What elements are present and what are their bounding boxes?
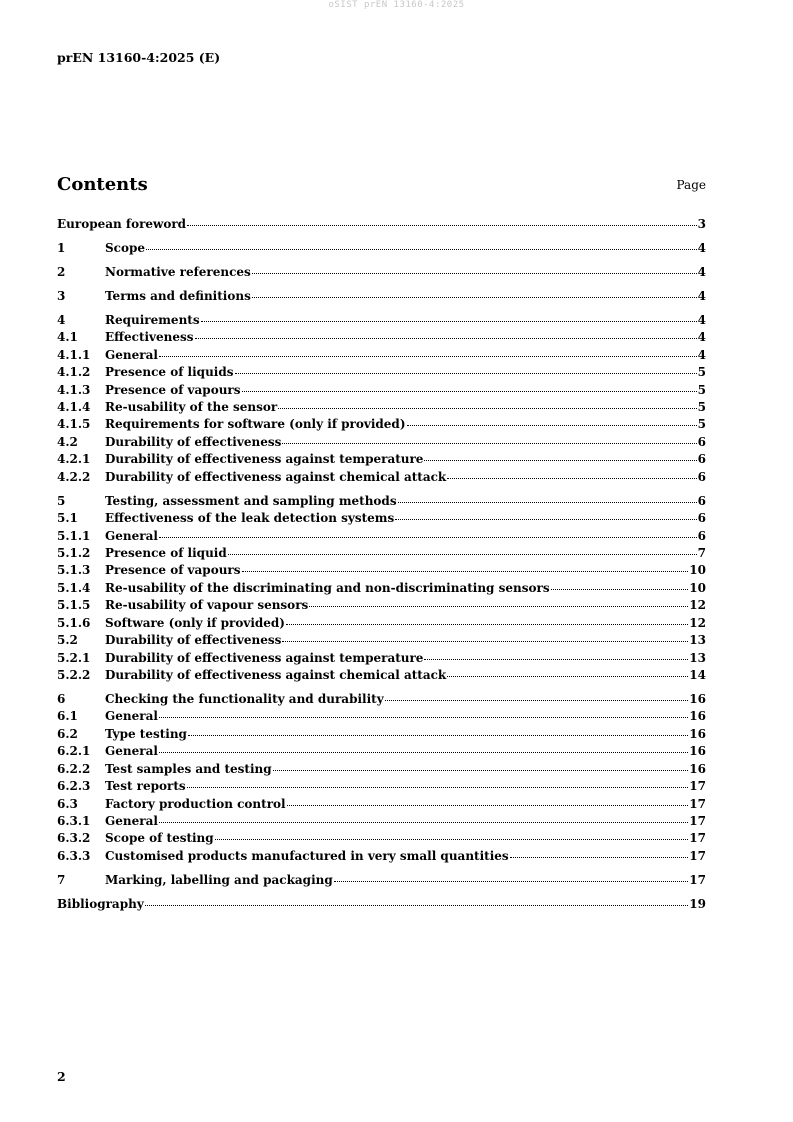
toc-entry-page: 6	[697, 528, 706, 543]
toc-entry-title: General	[105, 709, 158, 724]
toc-entry-page: 17	[689, 831, 706, 846]
toc-entry-number: 4.1	[57, 330, 78, 345]
toc-entry-number: 6.3.3	[57, 848, 91, 863]
toc-dot-leader	[309, 606, 688, 607]
toc-entry[interactable]	[57, 435, 706, 452]
toc-entry-number: 1	[57, 240, 66, 255]
toc-entry-number: 4.2.1	[57, 452, 91, 467]
toc-dot-leader	[159, 537, 697, 538]
toc-entry-page: 17	[689, 796, 706, 811]
toc-entry-page: 12	[689, 598, 706, 613]
toc-entry[interactable]	[57, 313, 706, 330]
toc-dot-leader	[252, 297, 697, 298]
toc-dot-leader	[195, 338, 697, 339]
toc-entry-title: Normative references	[105, 264, 251, 279]
toc-entry[interactable]	[57, 797, 706, 814]
toc-entry-number: 6.2.3	[57, 779, 91, 794]
toc-entry[interactable]	[57, 289, 706, 306]
toc-entry-page: 17	[689, 779, 706, 794]
toc-entry-title: General	[105, 744, 158, 759]
toc-entry-page: 5	[697, 365, 706, 380]
toc-dot-leader	[242, 391, 697, 392]
toc-entry-number: 5.2	[57, 633, 78, 648]
toc-entry-number: 5.1	[57, 511, 78, 526]
toc-entry[interactable]	[57, 563, 706, 580]
toc-entry-title: Software (only if provided)	[105, 615, 285, 630]
toc-entry[interactable]	[57, 727, 706, 744]
toc-entry-title: Presence of vapours	[105, 382, 241, 397]
toc-dot-leader	[215, 839, 689, 840]
toc-entry-page: 4	[697, 264, 706, 279]
toc-dot-leader	[159, 752, 688, 753]
table-of-contents	[57, 217, 706, 914]
toc-entry[interactable]	[57, 897, 706, 914]
toc-dot-leader	[235, 373, 697, 374]
toc-entry[interactable]	[57, 873, 706, 890]
toc-dot-leader	[278, 408, 696, 409]
toc-entry-page: 14	[689, 668, 706, 682]
toc-entry-number: 4.2.2	[57, 469, 91, 484]
toc-entry-number: 4	[57, 312, 66, 327]
toc-dot-leader	[146, 249, 697, 250]
toc-entry[interactable]	[57, 241, 706, 258]
toc-dot-leader	[187, 225, 697, 226]
toc-entry-number: 5.2.1	[57, 650, 91, 665]
toc-entry-title: Durability of effectiveness	[105, 434, 282, 449]
toc-entry-page: 4	[697, 330, 706, 345]
toc-entry-title: Marking, labelling and packaging	[105, 872, 333, 887]
toc-entry-page: 16	[689, 744, 706, 759]
toc-entry-page: 6	[697, 434, 706, 449]
toc-entry-number: 2	[57, 264, 66, 279]
toc-entry-title: Bibliography	[57, 896, 144, 911]
toc-dot-leader	[282, 641, 688, 642]
toc-entry-page: 16	[689, 761, 706, 776]
toc-entry-page: 19	[689, 896, 706, 911]
toc-entry-page: 10	[689, 580, 706, 595]
page-number: 2	[57, 1069, 66, 1084]
toc-entry-title: General	[105, 347, 158, 362]
toc-entry-number: 5.1.6	[57, 615, 91, 630]
toc-entry-title: Presence of liquid	[105, 545, 227, 560]
toc-entry[interactable]	[57, 330, 706, 347]
toc-entry-title: Effectiveness of the leak detection systems	[105, 511, 395, 526]
toc-entry-title: Presence of liquids	[105, 365, 234, 380]
toc-entry-page: 5	[697, 399, 706, 414]
toc-entry[interactable]	[57, 217, 706, 234]
toc-entry-page: 6	[697, 493, 706, 508]
toc-dot-leader	[286, 624, 688, 625]
toc-entry-title: Customised products manufactured in very small quantities	[105, 848, 509, 863]
toc-entry-number: 4.1.5	[57, 417, 91, 432]
toc-entry-title: Re-usability of the discriminating and non-discriminating sensors	[105, 580, 550, 595]
toc-dot-leader	[145, 905, 689, 906]
toc-dot-leader	[395, 519, 696, 520]
toc-entry-title: General	[105, 814, 158, 828]
toc-entry-title: Presence of vapours	[105, 563, 241, 578]
toc-entry-number: 6.1	[57, 709, 78, 724]
toc-entry-title: Scope	[105, 240, 146, 255]
toc-dot-leader	[424, 659, 688, 660]
toc-entry-title: Test samples and testing	[105, 761, 272, 776]
toc-entry[interactable]	[57, 494, 706, 511]
toc-entry-title: General	[105, 528, 158, 543]
document-id: prEN 13160-4:2025 (E)	[57, 50, 221, 65]
toc-entry-title: Re-usability of vapour sensors	[105, 598, 309, 613]
toc-entry-number: 4.1.4	[57, 399, 91, 414]
watermark: oSIST prEN 13160-4:2025	[328, 0, 465, 10]
toc-entry-page: 16	[689, 709, 706, 724]
toc-entry[interactable]	[57, 668, 706, 685]
toc-entry-number: 5.1.5	[57, 598, 91, 613]
toc-entry[interactable]	[57, 849, 706, 866]
toc-dot-leader	[282, 443, 696, 444]
toc-entry-page: 3	[697, 217, 706, 231]
toc-entry-title: European foreword	[57, 217, 187, 231]
toc-entry[interactable]	[57, 744, 706, 761]
toc-entry-number: 5.1.2	[57, 545, 91, 560]
toc-entry-title: Scope of testing	[105, 831, 214, 846]
toc-entry[interactable]	[57, 581, 706, 598]
toc-entry-page: 4	[697, 347, 706, 362]
toc-entry-number: 4.2	[57, 434, 78, 449]
toc-entry-page: 12	[689, 615, 706, 630]
toc-entry[interactable]	[57, 709, 706, 726]
toc-entry-title: Durability of effectiveness against temperature	[105, 452, 424, 467]
toc-entry[interactable]	[57, 511, 706, 528]
toc-entry-page: 10	[689, 563, 706, 578]
toc-dot-leader	[447, 478, 696, 479]
toc-entry-number: 6.2.1	[57, 744, 91, 759]
toc-entry-number: 4.1.2	[57, 365, 91, 380]
toc-entry-title: Durability of effectiveness against temperature	[105, 650, 424, 665]
toc-entry-number: 5.1.4	[57, 580, 91, 595]
toc-dot-leader	[424, 460, 696, 461]
toc-entry-page: 6	[697, 452, 706, 467]
toc-entry-page: 5	[697, 382, 706, 397]
toc-dot-leader	[252, 273, 697, 274]
toc-dot-leader	[385, 700, 689, 701]
toc-entry-number: 7	[57, 872, 66, 887]
toc-entry-page: 6	[697, 469, 706, 484]
toc-entry[interactable]	[57, 831, 706, 848]
toc-entry-page: 4	[697, 288, 706, 303]
toc-entry[interactable]	[57, 529, 706, 546]
toc-entry-page: 17	[689, 814, 706, 828]
toc-entry-title: Testing, assessment and sampling methods	[105, 493, 397, 508]
toc-entry-title: Checking the functionality and durability	[105, 691, 384, 706]
toc-dot-leader	[334, 881, 689, 882]
toc-entry-page: 13	[689, 633, 706, 648]
toc-entry-number: 4.1.1	[57, 347, 91, 362]
toc-entry-number: 6.3.1	[57, 814, 91, 828]
toc-entry-title: Effectiveness	[105, 330, 194, 345]
toc-entry-title: Re-usability of the sensor	[105, 399, 278, 414]
toc-entry-number: 5	[57, 493, 66, 508]
toc-entry-page: 7	[697, 545, 706, 560]
contents-title: Contents	[57, 174, 148, 195]
toc-entry[interactable]	[57, 633, 706, 650]
toc-entry[interactable]	[57, 348, 706, 365]
toc-entry[interactable]	[57, 452, 706, 469]
toc-entry-number: 6.2	[57, 726, 78, 741]
toc-entry[interactable]	[57, 762, 706, 779]
toc-dot-leader	[510, 857, 689, 858]
toc-entry[interactable]	[57, 470, 706, 487]
toc-entry-title: Durability of effectiveness against chemical attack	[105, 668, 447, 682]
toc-entry-title: Requirements for software (only if provided)	[105, 417, 406, 432]
toc-entry-page: 5	[697, 417, 706, 432]
toc-entry[interactable]	[57, 546, 706, 563]
toc-entry-number: 3	[57, 288, 66, 303]
toc-entry-title: Type testing	[105, 726, 187, 741]
toc-dot-leader	[398, 502, 697, 503]
toc-entry[interactable]	[57, 417, 706, 434]
toc-entry-title: Requirements	[105, 312, 200, 327]
toc-dot-leader	[407, 425, 697, 426]
toc-entry[interactable]	[57, 400, 706, 417]
toc-entry[interactable]	[57, 383, 706, 400]
toc-entry-title: Durability of effectiveness against chemical attack	[105, 469, 447, 484]
toc-dot-leader	[159, 356, 697, 357]
toc-entry-number: 6	[57, 691, 66, 706]
toc-entry[interactable]	[57, 616, 706, 633]
toc-entry-title: Terms and definitions	[105, 288, 251, 303]
toc-entry-number: 4.1.3	[57, 382, 91, 397]
toc-entry-number: 6.3.2	[57, 831, 91, 846]
toc-dot-leader	[242, 571, 689, 572]
toc-dot-leader	[188, 735, 688, 736]
toc-entry[interactable]	[57, 651, 706, 668]
toc-entry-page: 4	[697, 240, 706, 255]
toc-entry[interactable]	[57, 265, 706, 282]
toc-dot-leader	[447, 676, 688, 677]
toc-dot-leader	[201, 321, 697, 322]
toc-entry-number: 5.1.1	[57, 528, 91, 543]
toc-entry-page: 16	[689, 726, 706, 741]
toc-entry-page: 6	[697, 511, 706, 526]
toc-entry-page: 16	[689, 691, 706, 706]
toc-entry-number: 6.3	[57, 796, 78, 811]
toc-entry-page: 4	[697, 312, 706, 327]
toc-entry[interactable]	[57, 365, 706, 382]
toc-dot-leader	[287, 805, 689, 806]
toc-entry-number: 6.2.2	[57, 761, 91, 776]
toc-dot-leader	[187, 787, 689, 788]
toc-entry-page: 17	[689, 848, 706, 863]
toc-entry[interactable]	[57, 814, 706, 831]
toc-dot-leader	[159, 822, 688, 823]
toc-entry-title: Factory production control	[105, 796, 286, 811]
toc-entry-title: Test reports	[105, 779, 186, 794]
toc-dot-leader	[273, 770, 689, 771]
toc-dot-leader	[228, 554, 697, 555]
toc-entry-page: 17	[689, 872, 706, 887]
toc-entry[interactable]	[57, 779, 706, 796]
toc-entry[interactable]	[57, 692, 706, 709]
toc-entry-page: 13	[689, 650, 706, 665]
toc-dot-leader	[551, 589, 689, 590]
toc-entry-number: 5.2.2	[57, 668, 91, 682]
toc-entry-title: Durability of effectiveness	[105, 633, 282, 648]
toc-entry[interactable]	[57, 598, 706, 615]
page-column-label: Page	[676, 178, 706, 192]
toc-dot-leader	[159, 717, 688, 718]
toc-entry-number: 5.1.3	[57, 563, 91, 578]
